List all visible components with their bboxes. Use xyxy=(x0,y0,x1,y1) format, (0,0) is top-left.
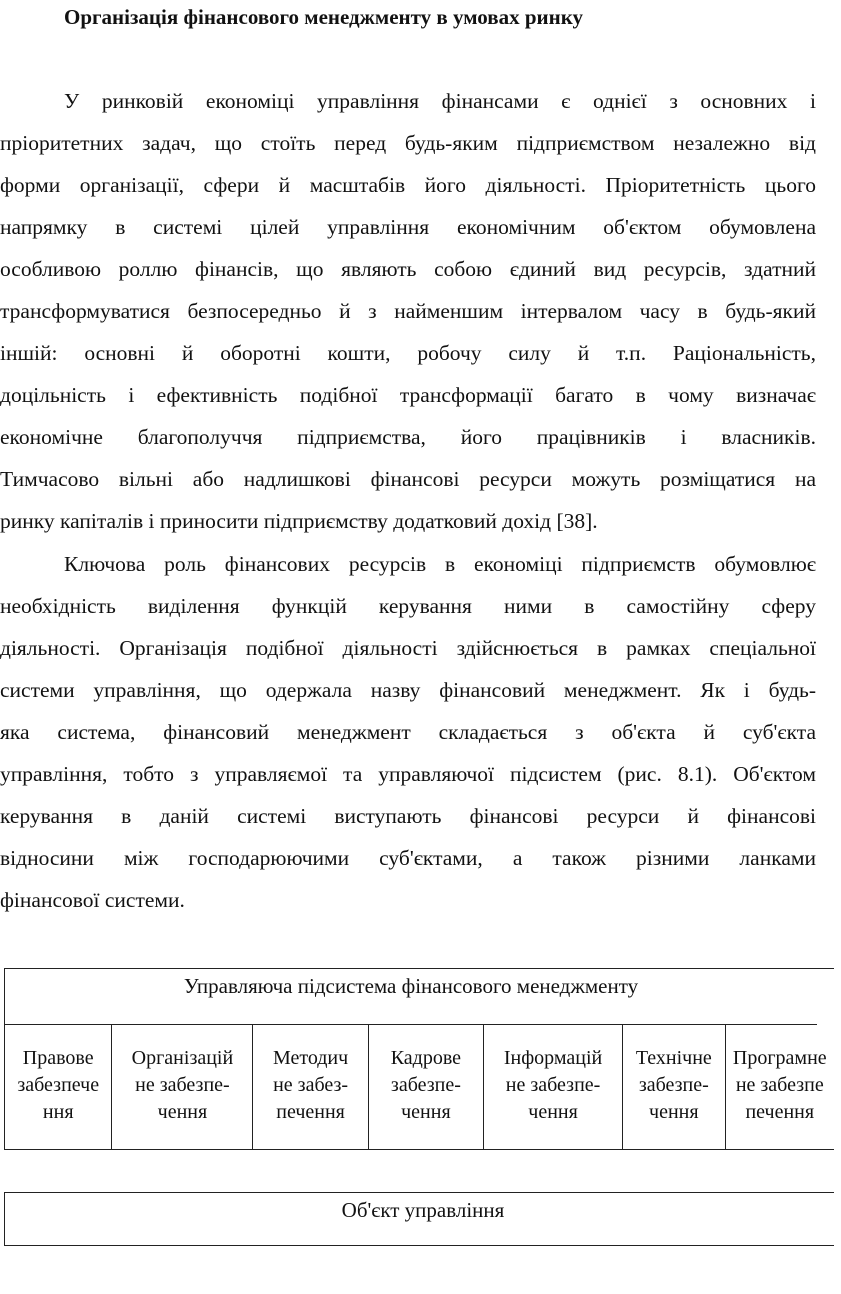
cell-legal-support xyxy=(5,1025,112,1149)
cell-methodical-support xyxy=(253,1025,368,1149)
cell-line: не забезпе- xyxy=(135,1074,230,1096)
paragraph-1 xyxy=(0,80,816,542)
text-line: У ринковій економіці управління фінансами є однієї з основних і xyxy=(64,89,816,113)
cell-personnel-support xyxy=(369,1025,484,1149)
cell-line: Програмне xyxy=(732,1047,827,1069)
cell-line: Методич xyxy=(272,1047,349,1069)
cell-line: печення xyxy=(276,1101,345,1123)
text-line: економічне благополуччя підприємства, його працівників і власників. xyxy=(0,425,816,449)
text-line: діяльності. Організація подібної діяльності здійснюється в рамках спеціальної xyxy=(0,636,816,660)
text-line: системи управління, що одержала назву фінансовий менеджмент. Як і будь- xyxy=(0,678,816,702)
paragraph-2 xyxy=(0,543,816,921)
text-line: Ключова роль фінансових ресурсів в економіці підприємств обумовлює xyxy=(64,552,816,576)
text-line: необхідність виділення функцій керування ними в самостійну сферу xyxy=(0,594,816,618)
support-cells-row xyxy=(5,1025,834,1149)
cell-line: чення xyxy=(157,1101,208,1123)
text-line: пріоритетних задач, що стоїть перед будь-яким підприємством незалежно від xyxy=(0,131,816,155)
cell-information-support xyxy=(484,1025,623,1149)
text-line: відносини між господарюючими суб'єктами, а також різними ланками xyxy=(0,846,816,870)
cell-line: чення xyxy=(649,1101,699,1123)
text-line: напрямку в системі цілей управління економічним об'єктом обумовлена xyxy=(0,215,816,239)
cell-line: не забез- xyxy=(273,1074,349,1096)
cell-line: чення xyxy=(528,1101,578,1123)
management-object-box xyxy=(4,1192,834,1246)
object-title: Об'єкт управління xyxy=(341,1198,505,1222)
cell-software-support xyxy=(726,1025,834,1149)
text-line: яка система, фінансовий менеджмент складається з об'єкта й суб'єкта xyxy=(0,720,816,744)
cell-line: ння xyxy=(42,1101,74,1123)
text-line: особливою роллю фінансів, що являють собою єдиний вид ресурсів, здатний xyxy=(0,257,816,281)
text-line: форми організації, сфери й масштабів його діяльності. Пріоритетність цього xyxy=(0,173,816,197)
text-line: управління, тобто з управляємої та управляючої підсистем (рис. 8.1). Об'єктом xyxy=(0,762,816,786)
cell-line: Кадрове xyxy=(390,1047,462,1069)
text-line: ринку капіталів і приносити підприємству додатковий дохід [38]. xyxy=(0,509,598,533)
cell-line: Правове xyxy=(22,1047,94,1069)
cell-line: забезпече xyxy=(17,1074,100,1096)
cell-line: забезпе- xyxy=(390,1074,461,1096)
text-line: доцільність і ефективність подібної трансформації багато в чому визначає xyxy=(0,383,816,407)
cell-line: Інформацій xyxy=(503,1047,603,1069)
cell-organizational-support xyxy=(112,1025,253,1149)
cell-technical-support xyxy=(623,1025,726,1149)
cell-line: не забезпе- xyxy=(505,1074,601,1096)
text-line: фінансової системи. xyxy=(0,888,185,912)
text-line: керування в даній системі виступають фінансові ресурси й фінансові xyxy=(0,804,816,828)
managing-subsystem-box xyxy=(4,968,834,1150)
text-line: іншій: основні й оборотні кошти, робочу силу й т.п. Раціональність, xyxy=(0,341,816,365)
cell-line: Технічне xyxy=(635,1047,712,1069)
text-line: Тимчасово вільні або надлишкові фінансові ресурси можуть розміщатися на xyxy=(0,467,816,491)
section-title: Організація фінансового менеджменту в умовах ринку xyxy=(64,5,584,29)
subsystem-title: Управляюча підсистема фінансового менеджменту xyxy=(5,969,817,1025)
cell-line: печення xyxy=(745,1101,815,1123)
cell-line: Організацій xyxy=(131,1047,234,1069)
cell-line: забезпе- xyxy=(638,1074,709,1096)
cell-line: не забезпе xyxy=(735,1074,824,1096)
cell-line: чення xyxy=(401,1101,451,1123)
text-line: трансформуватися безпосередньо й з найменшим інтервалом часу в будь-який xyxy=(0,299,816,323)
